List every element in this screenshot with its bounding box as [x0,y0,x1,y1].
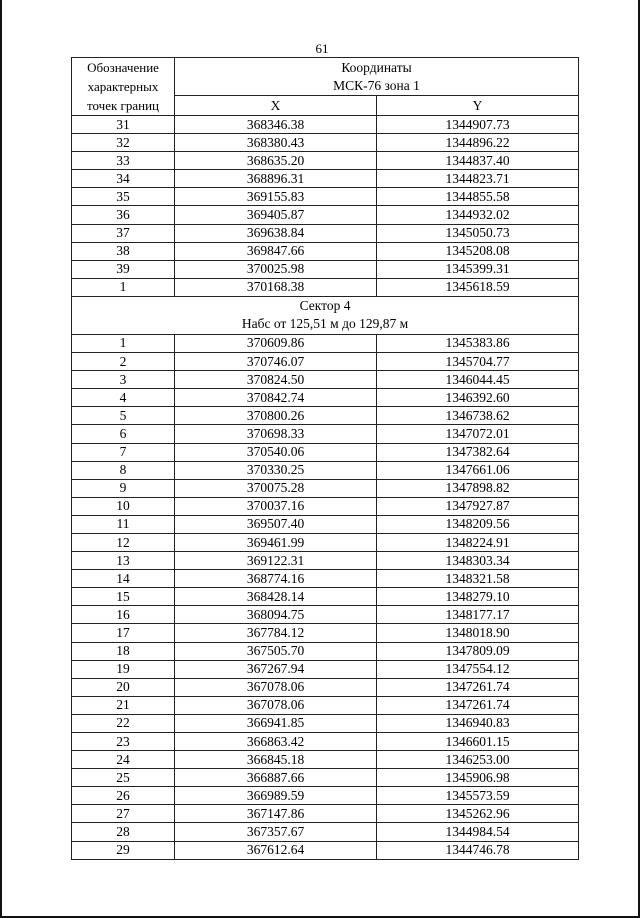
coord-x: 367147.86 [175,805,377,823]
table-row [72,407,579,425]
point-number: 11 [72,515,175,533]
point-number: 12 [72,533,175,551]
coord-y: 1348224.91 [377,533,579,551]
point-number: 2 [72,353,175,371]
point-label-header [72,58,175,116]
table-row [72,206,579,224]
table-row [72,479,579,497]
page-number: 61 [315,41,329,56]
point-number: 25 [72,769,175,787]
point-number: 5 [72,407,175,425]
point-number: 16 [72,606,175,624]
point-number: 31 [72,116,175,134]
table-row [72,624,579,642]
point-number: 29 [72,841,175,859]
coord-y: 1347661.06 [377,461,579,479]
coordinates-header [175,58,579,96]
coord-y: 1345383.86 [377,334,579,352]
point-number: 24 [72,751,175,769]
coord-x: 369122.31 [175,552,377,570]
point-number: 32 [72,134,175,152]
coord-y: 1345618.59 [377,278,579,296]
coord-x: 369847.66 [175,242,377,260]
table-row [72,733,579,751]
point-number: 15 [72,588,175,606]
table-row [72,588,579,606]
coord-y: 1346738.62 [377,407,579,425]
table-row [72,787,579,805]
table-row [72,134,579,152]
point-number: 8 [72,461,175,479]
coord-x: 368428.14 [175,588,377,606]
coord-x: 368896.31 [175,170,377,188]
coord-x: 368094.75 [175,606,377,624]
coord-x: 370025.98 [175,260,377,278]
table-row [72,371,579,389]
coord-y: 1345208.08 [377,242,579,260]
point-label-line-3: точек границ [86,98,160,113]
table-row [72,224,579,242]
coord-y: 1347809.09 [377,642,579,660]
coord-x: 370168.38 [175,278,377,296]
coord-y: 1347382.64 [377,443,579,461]
table-row [72,515,579,533]
coordinates-table [71,57,579,860]
coord-y: 1344823.71 [377,170,579,188]
table-row [72,841,579,859]
table-row [72,533,579,551]
coordinates-system: МСК-76 зона 1 [333,77,420,93]
point-number: 1 [72,334,175,352]
point-number: 10 [72,497,175,515]
table-row [72,260,579,278]
coord-x: 370824.50 [175,371,377,389]
point-number: 13 [72,552,175,570]
rows-before-sector [72,116,579,297]
coord-x: 366845.18 [175,751,377,769]
table-row [72,278,579,296]
table-row [72,116,579,134]
coord-y: 1346253.00 [377,751,579,769]
table-row [72,714,579,732]
coord-y: 1348177.17 [377,606,579,624]
coord-x: 369638.84 [175,224,377,242]
point-number: 39 [72,260,175,278]
coord-x: 370609.86 [175,334,377,352]
coord-y: 1345906.98 [377,769,579,787]
coord-y: 1346044.45 [377,371,579,389]
coord-y: 1345262.96 [377,805,579,823]
point-number: 6 [72,425,175,443]
point-number: 22 [72,714,175,732]
coord-y: 1344907.73 [377,116,579,134]
coord-y: 1348279.10 [377,588,579,606]
coord-y: 1345399.31 [377,260,579,278]
coord-y: 1345050.73 [377,224,579,242]
coord-x: 368774.16 [175,570,377,588]
point-number: 1 [72,278,175,296]
coord-x: 370800.26 [175,407,377,425]
coord-y: 1348209.56 [377,515,579,533]
table-row [72,823,579,841]
coord-y: 1344896.22 [377,134,579,152]
point-label-line-2: характерных [87,79,159,94]
coord-y: 1348321.58 [377,570,579,588]
coord-y: 1344932.02 [377,206,579,224]
point-number: 35 [72,188,175,206]
point-number: 36 [72,206,175,224]
coord-y: 1344984.54 [377,823,579,841]
table-row [72,152,579,170]
coord-x: 370330.25 [175,461,377,479]
coord-x: 366863.42 [175,733,377,751]
point-number: 18 [72,642,175,660]
table-row [72,606,579,624]
point-number: 9 [72,479,175,497]
coord-x: 368380.43 [175,134,377,152]
coord-y: 1348018.90 [377,624,579,642]
coordinates-title: Координаты [341,59,412,75]
coord-x: 368635.20 [175,152,377,170]
coord-x: 370746.07 [175,353,377,371]
coord-x: 370698.33 [175,425,377,443]
table-row [72,678,579,696]
coord-x: 369405.87 [175,206,377,224]
table-row [72,570,579,588]
coord-x: 367078.06 [175,678,377,696]
point-number: 20 [72,678,175,696]
point-number: 27 [72,805,175,823]
sector-cell [72,296,579,334]
coord-x: 370037.16 [175,497,377,515]
point-label-line-1: Обозначение [87,60,159,75]
table-row [72,696,579,714]
table-row [72,443,579,461]
table-row [72,751,579,769]
table-row [72,805,579,823]
table-row [72,497,579,515]
point-number: 28 [72,823,175,841]
point-number: 14 [72,570,175,588]
sector-row [72,296,579,334]
coord-y: 1347261.74 [377,696,579,714]
point-number: 17 [72,624,175,642]
coord-y: 1344855.58 [377,188,579,206]
table-row [72,389,579,407]
table-row [72,660,579,678]
coord-x: 367078.06 [175,696,377,714]
point-number: 34 [72,170,175,188]
coord-y: 1346601.15 [377,733,579,751]
coord-x: 366989.59 [175,787,377,805]
coord-x: 367357.67 [175,823,377,841]
coord-y: 1348303.34 [377,552,579,570]
coord-y: 1346392.60 [377,389,579,407]
coord-y: 1344837.40 [377,152,579,170]
sector-rows [72,334,579,859]
coord-x: 369155.83 [175,188,377,206]
sector-height-range: Набс от 125,51 м до 129,87 м [241,316,409,332]
coord-y: 1347261.74 [377,678,579,696]
coord-x: 367612.64 [175,841,377,859]
table-row [72,642,579,660]
point-number: 3 [72,371,175,389]
coord-x: 369507.40 [175,515,377,533]
point-number: 23 [72,733,175,751]
table-row [72,425,579,443]
coord-y: 1347072.01 [377,425,579,443]
column-x-header: X [175,96,377,116]
sector-title: Сектор 4 [299,298,351,314]
coord-y: 1345704.77 [377,353,579,371]
table-row [72,769,579,787]
point-number: 19 [72,660,175,678]
point-number: 38 [72,242,175,260]
coord-x: 368346.38 [175,116,377,134]
coord-y: 1347898.82 [377,479,579,497]
point-number: 7 [72,443,175,461]
coord-y: 1347554.12 [377,660,579,678]
coord-x: 369461.99 [175,533,377,551]
table-row [72,461,579,479]
table-row [72,353,579,371]
coord-x: 367267.94 [175,660,377,678]
point-number: 21 [72,696,175,714]
table-row [72,188,579,206]
coord-x: 370075.28 [175,479,377,497]
table-row [72,334,579,352]
table-row [72,552,579,570]
table-row [72,170,579,188]
point-number: 4 [72,389,175,407]
coord-x: 366941.85 [175,714,377,732]
coord-y: 1347927.87 [377,497,579,515]
coord-x: 370842.74 [175,389,377,407]
point-number: 33 [72,152,175,170]
coord-x: 366887.66 [175,769,377,787]
coord-x: 370540.06 [175,443,377,461]
column-y-header: Y [377,96,579,116]
table-row [72,242,579,260]
coord-x: 367505.70 [175,642,377,660]
point-number: 26 [72,787,175,805]
coord-x: 367784.12 [175,624,377,642]
point-number: 37 [72,224,175,242]
coord-y: 1345573.59 [377,787,579,805]
coord-y: 1344746.78 [377,841,579,859]
coord-y: 1346940.83 [377,714,579,732]
